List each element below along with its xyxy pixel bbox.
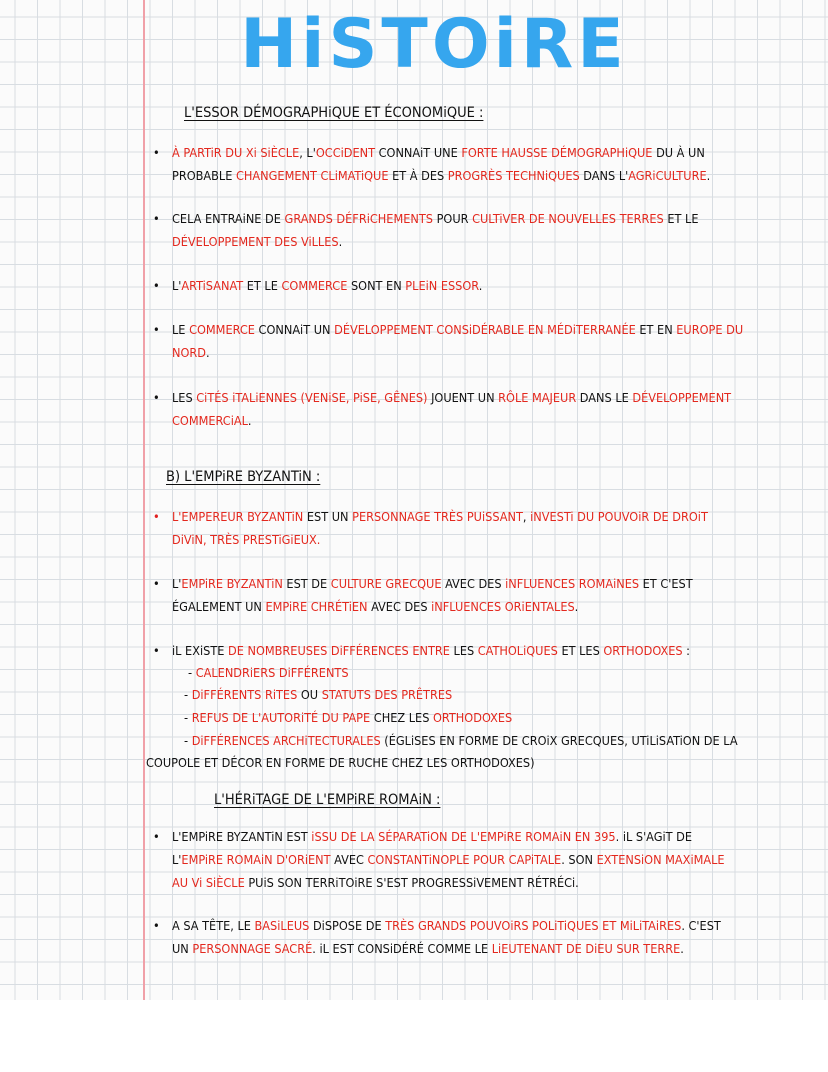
highlighted-text: COMMERCE: [189, 322, 255, 337]
text-run: DANS L': [579, 168, 629, 183]
highlighted-text: EMPiRE BYZANTiN: [181, 576, 283, 591]
text-run: CONNAiT UNE: [375, 145, 462, 160]
text-run: .: [478, 278, 483, 293]
text-run: POUR: [432, 211, 473, 226]
highlighted-text: FORTE HAUSSE DÉMOGRAPHiQUE: [461, 145, 653, 160]
text-line: [172, 230, 772, 253]
sub-list-continuation: [146, 751, 535, 774]
text-line: [172, 595, 772, 618]
highlighted-text: STATUTS DES PRÊTRES: [321, 687, 453, 702]
text-run: PUiS SON TERRiTOiRE S'EST PROGRESSiVEMENT RÉTRÉCi.: [244, 875, 579, 890]
text-run: -: [184, 687, 192, 702]
text-run: L'EMPiRE BYZANTiN EST: [172, 829, 312, 844]
text-run: UN: [172, 941, 193, 956]
text-line: [172, 318, 772, 341]
highlighted-text: TRÈS GRANDS POUVOiRS POLiTiQUES ET MiLiTAiRES: [385, 918, 682, 933]
highlighted-text: iSSU DE LA SÉPARATiON DE L'EMPiRE ROMAiN EN 395: [311, 829, 616, 844]
text-run: .: [206, 345, 210, 360]
highlighted-text: À PARTiR DU Xi SiÈCLE: [172, 145, 300, 160]
text-run: CONNAiT UN: [254, 322, 335, 337]
text-run: PROBABLE: [172, 168, 236, 183]
list-item: [172, 141, 772, 187]
highlighted-text: iNFLUENCES ORiENTALES: [431, 599, 575, 614]
list-item: [172, 386, 772, 432]
text-run: . iL S'AGiT DE: [615, 829, 693, 844]
text-run: OU: [297, 687, 322, 702]
highlighted-text: AGRiCULTURE: [628, 168, 707, 183]
highlighted-text: ORTHODOXES: [433, 710, 513, 725]
list-item: [172, 572, 772, 618]
text-run: CELA ENTRAiNE DE: [172, 211, 285, 226]
highlighted-text: CULTURE GRECQUE: [330, 576, 442, 591]
text-line: [172, 937, 772, 960]
list-item: [172, 825, 772, 894]
highlighted-text: ARTiSANAT: [181, 278, 244, 293]
highlighted-text: L'EMPEREUR BYZANTiN: [172, 509, 304, 524]
highlighted-text: PROGRÈS TECHNiQUES: [447, 168, 580, 183]
sub-list-item: [184, 706, 512, 729]
highlighted-text: DE NOMBREUSES DiFFÉRENCES ENTRE: [228, 643, 450, 658]
highlighted-text: PERSONNAGE SACRÉ: [192, 941, 313, 956]
text-run: ET LE: [663, 211, 699, 226]
highlighted-text: CONSTANTiNOPLE POUR CAPiTALE: [367, 852, 562, 867]
text-run: (ÉGLiSES EN FORME DE CROiX GRECQUES, UTiLiSATiON DE LA: [380, 733, 738, 748]
highlighted-text: iNVESTi DU POUVOiR DE DROiT: [530, 509, 708, 524]
highlighted-text: DÉVELOPPEMENT DES ViLLES: [172, 234, 339, 249]
text-run: COUPOLE ET DÉCOR EN FORME DE RUCHE CHEZ LES ORTHODOXES): [146, 755, 535, 770]
text-line: [172, 386, 772, 409]
text-run: .: [247, 413, 252, 428]
text-run: -: [188, 665, 196, 680]
list-item: [172, 274, 772, 297]
text-run: AVEC DES: [441, 576, 506, 591]
list-item: [172, 207, 772, 253]
text-run: DU À UN: [652, 145, 705, 160]
text-line: [172, 825, 772, 848]
text-line: [172, 164, 772, 187]
highlighted-text: CHANGEMENT CLiMATiQUE: [235, 168, 389, 183]
text-run: .: [574, 599, 579, 614]
text-line: [172, 848, 772, 871]
page-title: HiSTOiRE: [240, 5, 628, 84]
highlighted-text: DiFFÉRENCES ARCHiTECTURALES: [191, 733, 381, 748]
highlighted-text: PLEiN ESSOR: [405, 278, 479, 293]
text-run: iL EXiSTE: [172, 643, 228, 658]
list-item: [172, 639, 772, 662]
text-run: ET EN: [635, 322, 677, 337]
highlighted-text: EMPiRE CHRÉTiEN: [265, 599, 368, 614]
text-run: DiSPOSE DE: [309, 918, 386, 933]
highlighted-text: DÉVELOPPEMENT: [632, 390, 732, 405]
text-run: . iL EST CONSiDÉRÉ COMME LE: [312, 941, 492, 956]
highlighted-text: EUROPE DU: [676, 322, 744, 337]
text-run: L': [172, 576, 182, 591]
text-run: ET LE: [243, 278, 282, 293]
text-run: -: [184, 710, 192, 725]
text-run: JOUENT UN: [427, 390, 499, 405]
highlighted-text: ORTHODOXES: [603, 643, 683, 658]
sub-list-item: [184, 683, 452, 706]
text-line: [172, 871, 772, 894]
text-run: .: [338, 234, 343, 249]
text-run: ÉGALEMENT UN: [172, 599, 266, 614]
text-run: AVEC DES: [367, 599, 432, 614]
text-run: A SA TÊTE, LE: [172, 918, 255, 933]
text-run: LES: [172, 390, 197, 405]
section-heading-roman-heritage: L'HÉRiTAGE DE L'EMPiRE ROMAiN :: [214, 792, 441, 808]
text-run: . SON: [561, 852, 597, 867]
highlighted-text: CiTÉS iTALiENNES (VENiSE, PiSE, GÊNES): [196, 390, 428, 405]
text-run: ET C'EST: [639, 576, 693, 591]
text-run: ET LES: [557, 643, 604, 658]
highlighted-text: BASiLEUS: [254, 918, 310, 933]
text-line: [172, 572, 772, 595]
text-run: ET À DES: [388, 168, 448, 183]
highlighted-text: EMPiRE ROMAiN D'ORiENT: [181, 852, 331, 867]
text-run: ,: [522, 509, 531, 524]
text-run: EST UN: [303, 509, 353, 524]
text-run: AVEC: [330, 852, 368, 867]
text-run: L': [172, 852, 182, 867]
list-item: [172, 318, 772, 364]
text-run: SONT EN: [347, 278, 406, 293]
text-line: [172, 274, 772, 297]
highlighted-text: COMMERCiAL: [172, 413, 248, 428]
highlighted-text: NORD: [172, 345, 206, 360]
highlighted-text: DiViN, TRÈS PRESTiGiEUX.: [172, 532, 321, 547]
section-heading-demographic: L'ESSOR DÉMOGRAPHiQUE ET ÉCONOMiQUE :: [184, 105, 484, 121]
text-line: [172, 528, 772, 551]
highlighted-text: RÔLE MAJEUR: [498, 390, 577, 405]
text-run: :: [682, 643, 690, 658]
highlighted-text: COMMERCE: [281, 278, 348, 293]
text-run: .: [706, 168, 711, 183]
text-run: CHEZ LES: [370, 710, 433, 725]
text-line: [172, 141, 772, 164]
text-line: [172, 207, 772, 230]
highlighted-text: GRANDS DÉFRiCHEMENTS: [284, 211, 433, 226]
highlighted-text: CULTiVER DE NOUVELLES TERRES: [472, 211, 664, 226]
list-item: [172, 914, 772, 960]
highlighted-text: LiEUTENANT DE DiEU SUR TERRE: [491, 941, 681, 956]
highlighted-text: CATHOLiQUES: [477, 643, 558, 658]
margin-line: [143, 0, 145, 1000]
highlighted-text: CALENDRiERS DiFFÉRENTS: [195, 665, 349, 680]
highlighted-text: REFUS DE L'AUTORiTÉ DU PAPE: [191, 710, 371, 725]
text-line: [172, 505, 772, 528]
sub-list-item: [188, 661, 349, 684]
text-run: , L': [299, 145, 316, 160]
highlighted-text: iNFLUENCES ROMAiNES: [505, 576, 640, 591]
list-item: [172, 505, 772, 551]
text-line: [172, 409, 772, 432]
text-run: L': [172, 278, 182, 293]
section-heading-byzantine: B) L'EMPiRE BYZANTiN :: [166, 469, 321, 485]
sub-list-item: [184, 729, 738, 752]
highlighted-text: AU Vi SiÈCLE: [172, 875, 245, 890]
text-run: .: [680, 941, 684, 956]
text-line: [172, 914, 772, 937]
text-run: LE: [172, 322, 190, 337]
text-run: DANS LE: [576, 390, 633, 405]
highlighted-text: PERSONNAGE TRÈS PUiSSANT: [352, 509, 523, 524]
highlighted-text: DÉVELOPPEMENT CONSiDÉRABLE EN MÉDiTERRANÉE: [334, 322, 636, 337]
highlighted-text: DiFFÉRENTS RiTES: [191, 687, 298, 702]
text-run: EST DE: [282, 576, 331, 591]
text-run: -: [184, 733, 192, 748]
highlighted-text: OCCiDENT: [315, 145, 376, 160]
text-run: . C'EST: [681, 918, 721, 933]
text-line: [172, 639, 772, 662]
text-run: LES: [449, 643, 478, 658]
highlighted-text: EXTENSiON MAXiMALE: [596, 852, 725, 867]
text-line: [172, 341, 772, 364]
